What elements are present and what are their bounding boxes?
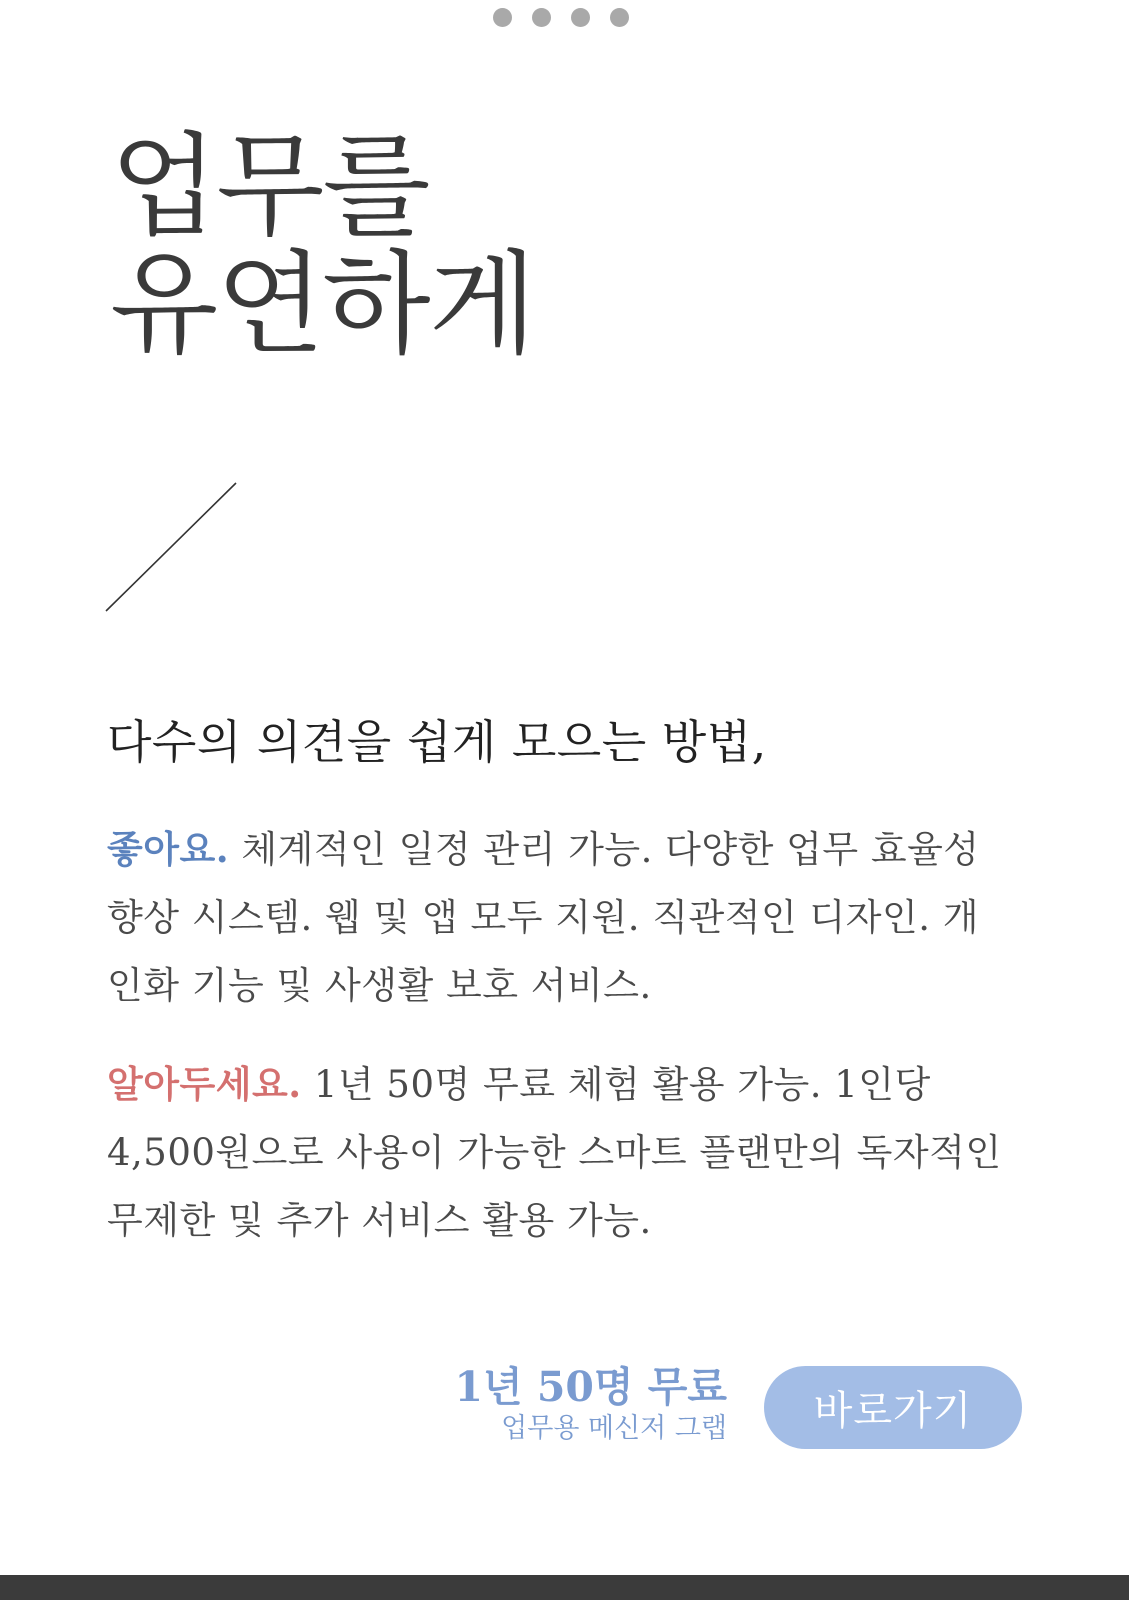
promo-block xyxy=(454,1364,727,1446)
subtitle: 다수의 의견을 쉽게 모으는 방법, xyxy=(107,715,767,769)
slash-divider xyxy=(105,482,237,612)
pros-text: 체계적인 일정 관리 가능. 다양한 업무 효율성 향상 시스템. 웹 및 앱 모두 지원. 직관적인 디자인. 개인화 기능 및 사생활 보호 서비스. xyxy=(107,828,980,1007)
pros-label: 좋아요. xyxy=(107,827,230,871)
pagination-dot-1[interactable] xyxy=(493,8,512,27)
promo-main-text: 1년 50명 무료 xyxy=(454,1363,727,1411)
hero-title-line-1: 업무를 xyxy=(110,122,429,252)
notice-paragraph xyxy=(107,1050,1012,1255)
pros-paragraph xyxy=(107,815,1012,1020)
hero-title xyxy=(110,122,535,370)
promo-sub-text: 업무용 메신저 그랩 xyxy=(501,1413,727,1444)
pagination-dot-4[interactable] xyxy=(610,8,629,27)
pagination-dots xyxy=(493,8,629,27)
go-button[interactable]: 바로가기 xyxy=(764,1366,1022,1449)
notice-label: 알아두세요. xyxy=(107,1062,302,1106)
notice-text: 1년 50명 무료 체험 활용 가능. 1인당 4,500원으로 사용이 가능한 스마트 플랜만의 독자적인 무제한 및 추가 서비스 활용 가능. xyxy=(107,1063,1002,1242)
hero-title-line-2: 유연하게 xyxy=(110,240,535,370)
pagination-dot-2[interactable] xyxy=(532,8,551,27)
pagination-dot-3[interactable] xyxy=(571,8,590,27)
footer-bar xyxy=(0,1575,1129,1600)
